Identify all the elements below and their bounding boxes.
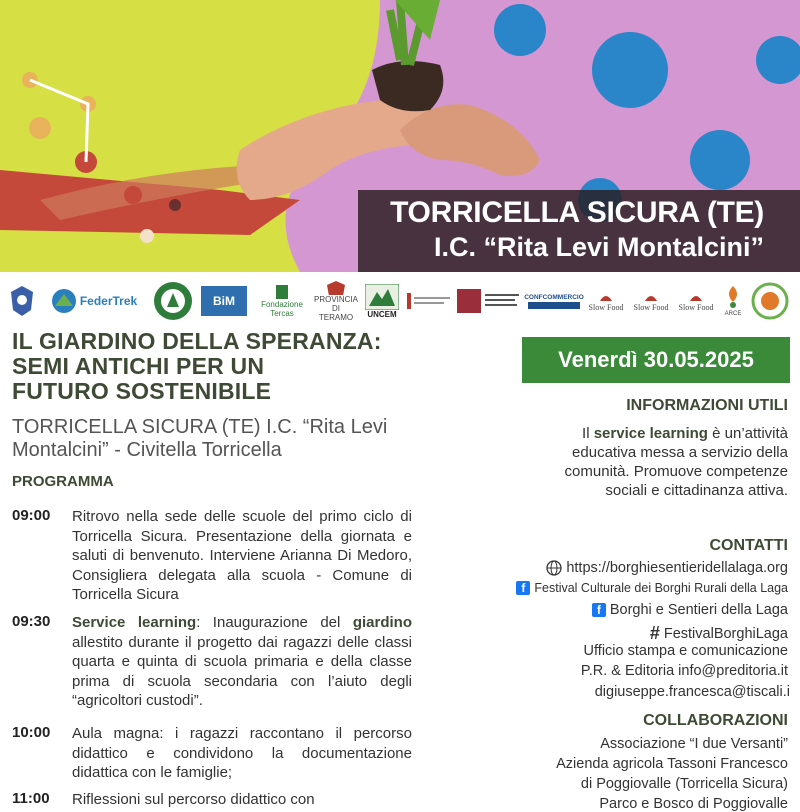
uncem-logo: UNCEM [362,280,402,322]
confcommercio-logo: CONFCOMMERCIO [526,280,582,322]
federtrek-logo: FederTrek [44,280,144,322]
program-entry [12,790,412,810]
info-heading: INFORMAZIONI UTILI [626,397,788,414]
hashtag-icon: # [649,623,660,643]
hashtag-line: # FestivalBorghiLaga [649,623,788,643]
hero-title-box [358,190,800,272]
park-seal-logo [152,280,194,322]
hero-title-location: TORRICELLA SICURA (TE) [390,196,764,229]
circle-logo [750,280,790,322]
press-line: Ufficio stampa e comunicazione [583,643,788,659]
facebook-icon: f [592,603,606,617]
provincia-teramo-logo: PROVINCIA DI TERAMO [314,280,358,322]
facebook-link[interactable]: f Festival Culturale dei Borghi Rurali della Laga [516,581,788,595]
event-subtitle: TORRICELLA SICURA (TE) I.C. “Rita Levi Montalcini” - Civitella Torricella [12,416,388,461]
arce-logo: ARCE [720,280,746,322]
programma-heading: PROGRAMMA [12,473,114,490]
collab-heading: COLLABORAZIONI [643,712,788,729]
hero-image [0,0,800,272]
program-time: 10:00 [12,724,51,741]
program-time: 09:00 [12,507,51,524]
universita-teramo-logo [456,280,522,322]
camera-commercio-logo [406,280,452,322]
hero-title-school: I.C. “Rita Levi Montalcini” [433,232,764,262]
event-title-line: SEMI ANTICHI PER UN [12,353,265,379]
globe-icon [546,560,562,576]
collab-line: Associazione “I due Versanti” [600,736,788,752]
press-line: P.R. & Editoria info@preditoria.it [580,663,788,679]
fondazione-tercas-logo: Fondazione Tercas [252,280,312,322]
program-text: Riflessioni sul percorso didattico con [72,791,315,808]
crest-logo [8,280,36,322]
program-entry [12,613,412,713]
event-title-line: FUTURO SOSTENIBILE [12,378,272,404]
contacts-heading: CONTATTI [709,537,788,554]
program-time: 09:30 [12,613,51,630]
program-time: 11:00 [12,790,50,807]
collab-line: Parco e Bosco di Poggiovalle [599,796,788,812]
facebook-icon: f [516,581,530,595]
collab-line: di Poggiovalle (Torricella Sicura) [580,776,788,792]
press-line: digiuseppe.francesca@tiscali.i [594,684,790,700]
event-title [12,329,432,404]
slow-food-marche-logo: Slow Food [676,280,716,322]
program-text: Aula magna: i ragazzi raccontano il percorso didattico e condividono la documentazione didattica con le famiglie; [72,725,412,781]
program-text: Service learning: Inaugurazione del giardino allestito durante il progetto dai ragazzi delle classi quarta e quinta di scuola primaria e della classe prima di scuola secondaria con l’aiuto degli “agricoltori custodi”. [72,614,412,709]
facebook-link[interactable]: f Borghi e Sentieri della Laga [592,602,788,618]
info-text: Il service learning è un’attività educativa messa a servizio della comunità. Promuove competenze sociali e cittadinanza attiva. [564,425,788,499]
program-text: Ritrovo nella sede delle scuole del primo ciclo di Torricella Sicura. Presentazione della giornata e saluti di benvenuto. Interviene Arianna Di Medoro, Consigliera delegata alla scuola - Comune di Torricella Sicura [72,508,412,603]
event-title-line: IL GIARDINO DELLA SPERANZA: [12,328,382,354]
bim-logo: BiM [200,280,248,322]
program-entry [12,507,412,607]
website-link[interactable]: https://borghiesentieridellalaga.org [546,560,788,576]
collab-line: Azienda agricola Tassoni Francesco [556,756,788,772]
sponsor-logo-strip [0,274,800,328]
slow-food-logo: Slow Food [584,280,628,322]
event-date-badge: Venerdì 30.05.2025 [522,337,790,383]
slow-food-lazio-logo: Slow Food [630,280,672,322]
program-entry [12,724,412,784]
